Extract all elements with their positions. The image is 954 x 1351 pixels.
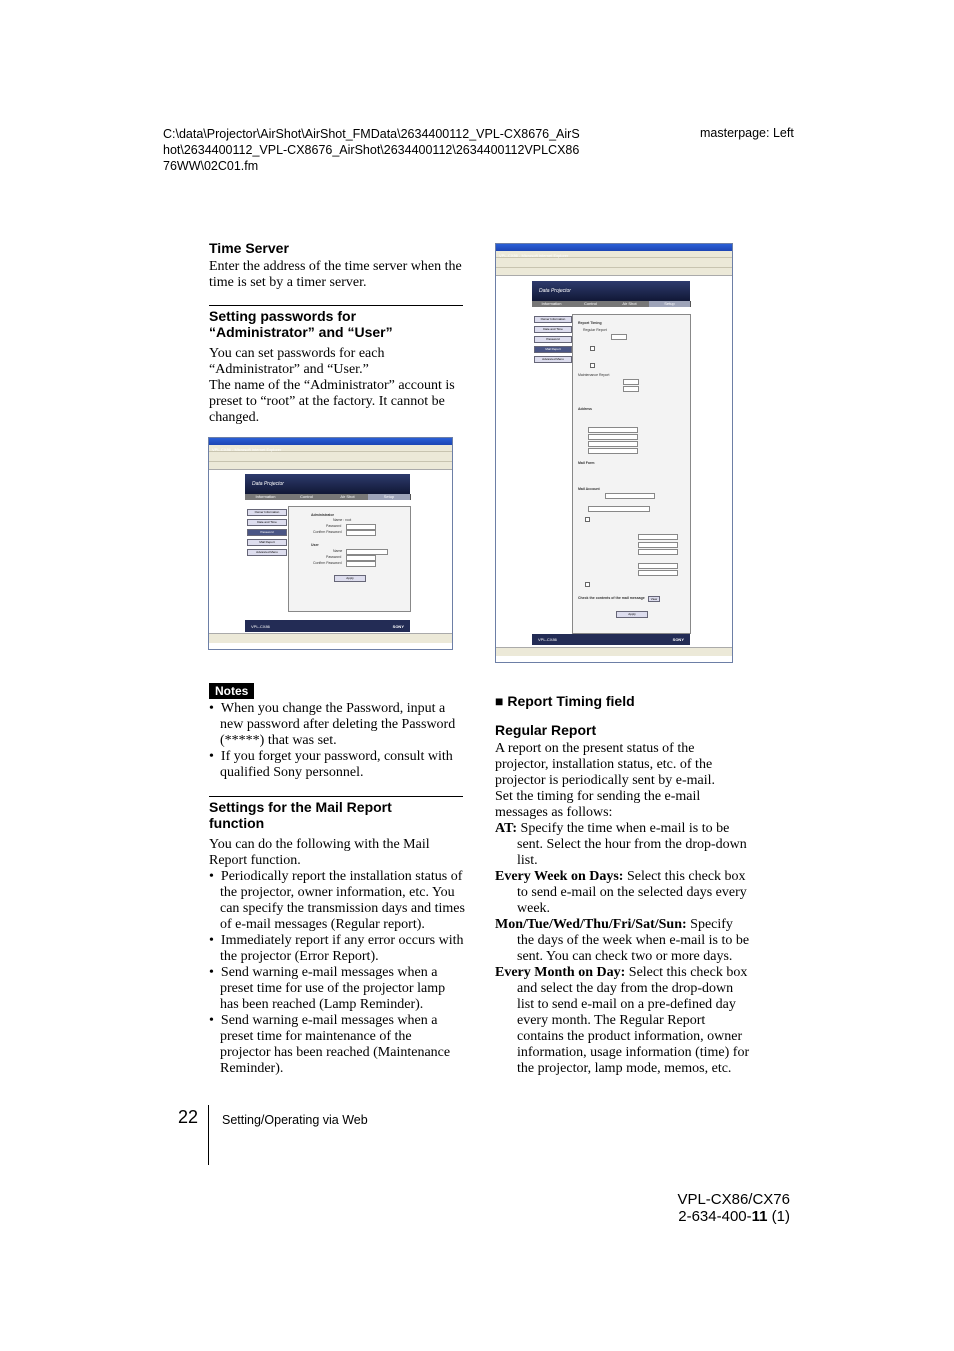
user-label: User: [311, 543, 319, 547]
admin-name-label: Name : root: [333, 518, 352, 522]
mail-section-body: [209, 837, 465, 1077]
password-page-screenshot: [208, 437, 453, 650]
admin-confirm-field[interactable]: [346, 530, 376, 536]
side-advanced-menu[interactable]: Advanced Menu: [247, 549, 287, 556]
side-password[interactable]: Password: [247, 529, 287, 536]
mail-address-field[interactable]: [605, 493, 655, 499]
tab-air-shot[interactable]: Air Shot: [327, 494, 369, 500]
file-path: C:\data\Projector\AirShot\AirShot_FMData\2634400112_VPL-CX8676_AirShot\2634400112_VPL-CX8676_AirShot\2634400112\2634400112VPLCX8676WW\02C01.fm: [163, 127, 580, 173]
regular-report-text-2: Set the timing for sending the e-mail messages as follows:: [495, 789, 701, 820]
every-month-checkbox[interactable]: [590, 363, 595, 368]
page-number: 22: [178, 1107, 199, 1127]
tab-air-shot[interactable]: Air Shot: [610, 301, 650, 307]
sony-logo: SONY: [672, 637, 684, 642]
toolbar: [496, 258, 732, 268]
password-panel: [288, 506, 411, 612]
page-content: [209, 470, 452, 642]
model-code-block: [600, 1191, 790, 1225]
user-confirm-field[interactable]: [346, 561, 376, 567]
notes-list: [209, 701, 464, 781]
regular-report-label: Regular Report: [583, 328, 607, 332]
mail-heading: Settings for the Mail Report function: [209, 799, 392, 831]
passwords-heading: Setting passwords for “Administrator” and “User”: [209, 308, 393, 340]
check-contents-label: Check the contents of the mail message: [578, 596, 645, 600]
footer-section: Setting/Operating via Web: [222, 1113, 368, 1127]
model-name: VPL-CX86/CX76: [677, 1191, 790, 1208]
side-owner-information[interactable]: Owner Information: [247, 509, 287, 516]
tab-bar: [245, 494, 410, 500]
masterpage-label: masterpage: Left: [700, 126, 794, 140]
report-timing-field-heading: ■ Report Timing field: [495, 693, 635, 709]
user-name-label: Name: [333, 549, 343, 553]
part-code: 2-634-400-11 (1): [678, 1208, 790, 1225]
time-server-text: Enter the address of the time server when the time is set by a timer server.: [209, 259, 462, 290]
title-bar: VPL-CX86 - Microsoft Internet Explorer: [209, 438, 452, 445]
address-bar: [209, 462, 452, 470]
note-item: • If you forget your password, consult with qualified Sony personnel.: [209, 749, 453, 780]
every-week-checkbox[interactable]: [590, 346, 595, 351]
side-password[interactable]: Password: [534, 336, 572, 343]
cc2-field[interactable]: [588, 448, 638, 454]
maintenance-report-label: Maintenance Report: [578, 373, 610, 377]
apply-button[interactable]: Apply: [334, 575, 366, 582]
side-mail-report[interactable]: Mail Report: [534, 346, 572, 353]
footer-divider: [208, 1105, 209, 1165]
mail-report-page-screenshot: [495, 243, 733, 663]
side-date-and-time[interactable]: Date and Time: [247, 519, 287, 526]
side-owner-information[interactable]: Owner Information: [534, 316, 572, 323]
address-label: Address: [578, 407, 593, 411]
status-bar: [209, 633, 452, 643]
footer-model: VPL-CX86: [538, 637, 557, 642]
divider: [209, 305, 463, 306]
term-every-week: Every Week on Days: Select this check box to send e-mail on the selected days every week.: [495, 869, 747, 916]
pop-account-field[interactable]: [638, 542, 678, 548]
smtp-server-field[interactable]: [588, 506, 650, 512]
footer-model: VPL-CX86: [251, 624, 270, 629]
tab-setup[interactable]: Setup: [368, 494, 411, 500]
square-bullet-icon: ■: [495, 693, 504, 709]
send-test-mail-checkbox[interactable]: [585, 582, 590, 587]
user-password-label: Password: [326, 555, 342, 559]
at-hour-select[interactable]: [611, 334, 627, 340]
side-mail-report[interactable]: Mail Report: [247, 539, 287, 546]
term-every-month: Every Month on Day: Select this check box and select the day from the drop-down list to send e-mail on a pre-defined day every month. The Regular Report contains the product information, owner information, usage information (time) for the projector, lamp mode, memos, etc.: [495, 965, 750, 1076]
notes-label: Notes: [209, 683, 254, 699]
maintenance-reminder-field[interactable]: [623, 386, 639, 392]
address-bar: [496, 268, 732, 276]
tab-setup[interactable]: Setup: [649, 301, 691, 307]
mail-bullet: • Immediately report if any error occurs with the projector (Error Report).: [209, 933, 464, 964]
to2-field[interactable]: [588, 434, 638, 440]
mail-account-label: Mail Account: [578, 487, 600, 491]
mail-bullet: • Periodically report the installation status of the projector, owner information, etc. You can specify the transmission days and times of e-mail messages (Regular report).: [209, 869, 465, 932]
mail-report-panel: [572, 314, 691, 634]
requires-auth-checkbox[interactable]: [585, 517, 590, 522]
user-confirm-label: Confirm Password: [313, 561, 342, 565]
passwords-text-1: You can set passwords for each “Administrator” and “User.”: [209, 346, 385, 377]
tab-information[interactable]: Information: [245, 494, 287, 500]
page-footer-bar: [532, 634, 690, 645]
regular-report-heading: Regular Report: [495, 722, 597, 738]
side-date-and-time[interactable]: Date and Time: [534, 326, 572, 333]
mail-bullet: • Send warning e-mail messages when a preset time for use of the projector lamp has been reached (Lamp Reminder).: [209, 965, 446, 1012]
smtp-account-field[interactable]: [638, 563, 678, 569]
pop-server-field[interactable]: [638, 534, 678, 540]
title-bar: VPL-CX86 - Microsoft Internet Explorer: [496, 244, 732, 251]
brand-banner: Data Projector: [532, 281, 690, 301]
tab-information[interactable]: Information: [532, 301, 572, 307]
tab-control[interactable]: Control: [571, 301, 611, 307]
mail-bullet: • Send warning e-mail messages when a preset time for maintenance of the projector has been reached (Maintenance Reminder).: [209, 1013, 451, 1076]
toolbar: [209, 452, 452, 462]
status-bar: [496, 647, 732, 656]
admin-password-label: Password: [326, 524, 342, 528]
mail-intro: You can do the following with the Mail Report function.: [209, 837, 430, 868]
brand-banner: Data Projector: [245, 474, 410, 494]
tab-bar: [532, 301, 690, 307]
page-footer-bar: [245, 620, 410, 632]
view-button[interactable]: View: [648, 596, 660, 602]
admin-confirm-label: Confirm Password: [313, 530, 342, 534]
side-advanced-menu[interactable]: Advanced Menu: [534, 356, 572, 363]
divider: [209, 796, 463, 797]
admin-label: Administrator: [311, 513, 334, 517]
term-at: AT: Specify the time when e-mail is to be sent. Select the hour from the drop-down list.: [495, 821, 747, 868]
lamp-reminder-field[interactable]: [623, 379, 639, 385]
sony-logo: SONY: [392, 624, 404, 629]
note-item: • When you change the Password, input a new password after deleting the Password (*****) that was set.: [209, 701, 456, 748]
regular-report-text-1: A report on the present status of the projector, installation status, etc. of the projector is periodically sent by e-mail.: [495, 741, 716, 788]
mail-form-label: Mail Form: [578, 461, 595, 465]
cc1-field[interactable]: [588, 441, 638, 447]
passwords-paragraph: [209, 346, 464, 426]
tab-control[interactable]: Control: [286, 494, 328, 500]
term-weekdays: Mon/Tue/Wed/Thu/Fri/Sat/Sun: Specify the days of the week when e-mail is to be sent. You can check two or more days.: [495, 917, 750, 964]
regular-report-body: [495, 741, 751, 1077]
smtp-password-field[interactable]: [638, 570, 678, 576]
to1-field[interactable]: [588, 427, 638, 433]
passwords-text-2: The name of the “Administrator” account is preset to “root” at the factory. It cannot be changed.: [209, 378, 455, 425]
pop-password-field[interactable]: [638, 549, 678, 555]
page-content: [496, 276, 732, 655]
report-timing-label: Report Timing: [578, 321, 602, 325]
apply-button[interactable]: Apply: [616, 611, 648, 618]
time-server-heading: Time Server: [209, 240, 289, 256]
